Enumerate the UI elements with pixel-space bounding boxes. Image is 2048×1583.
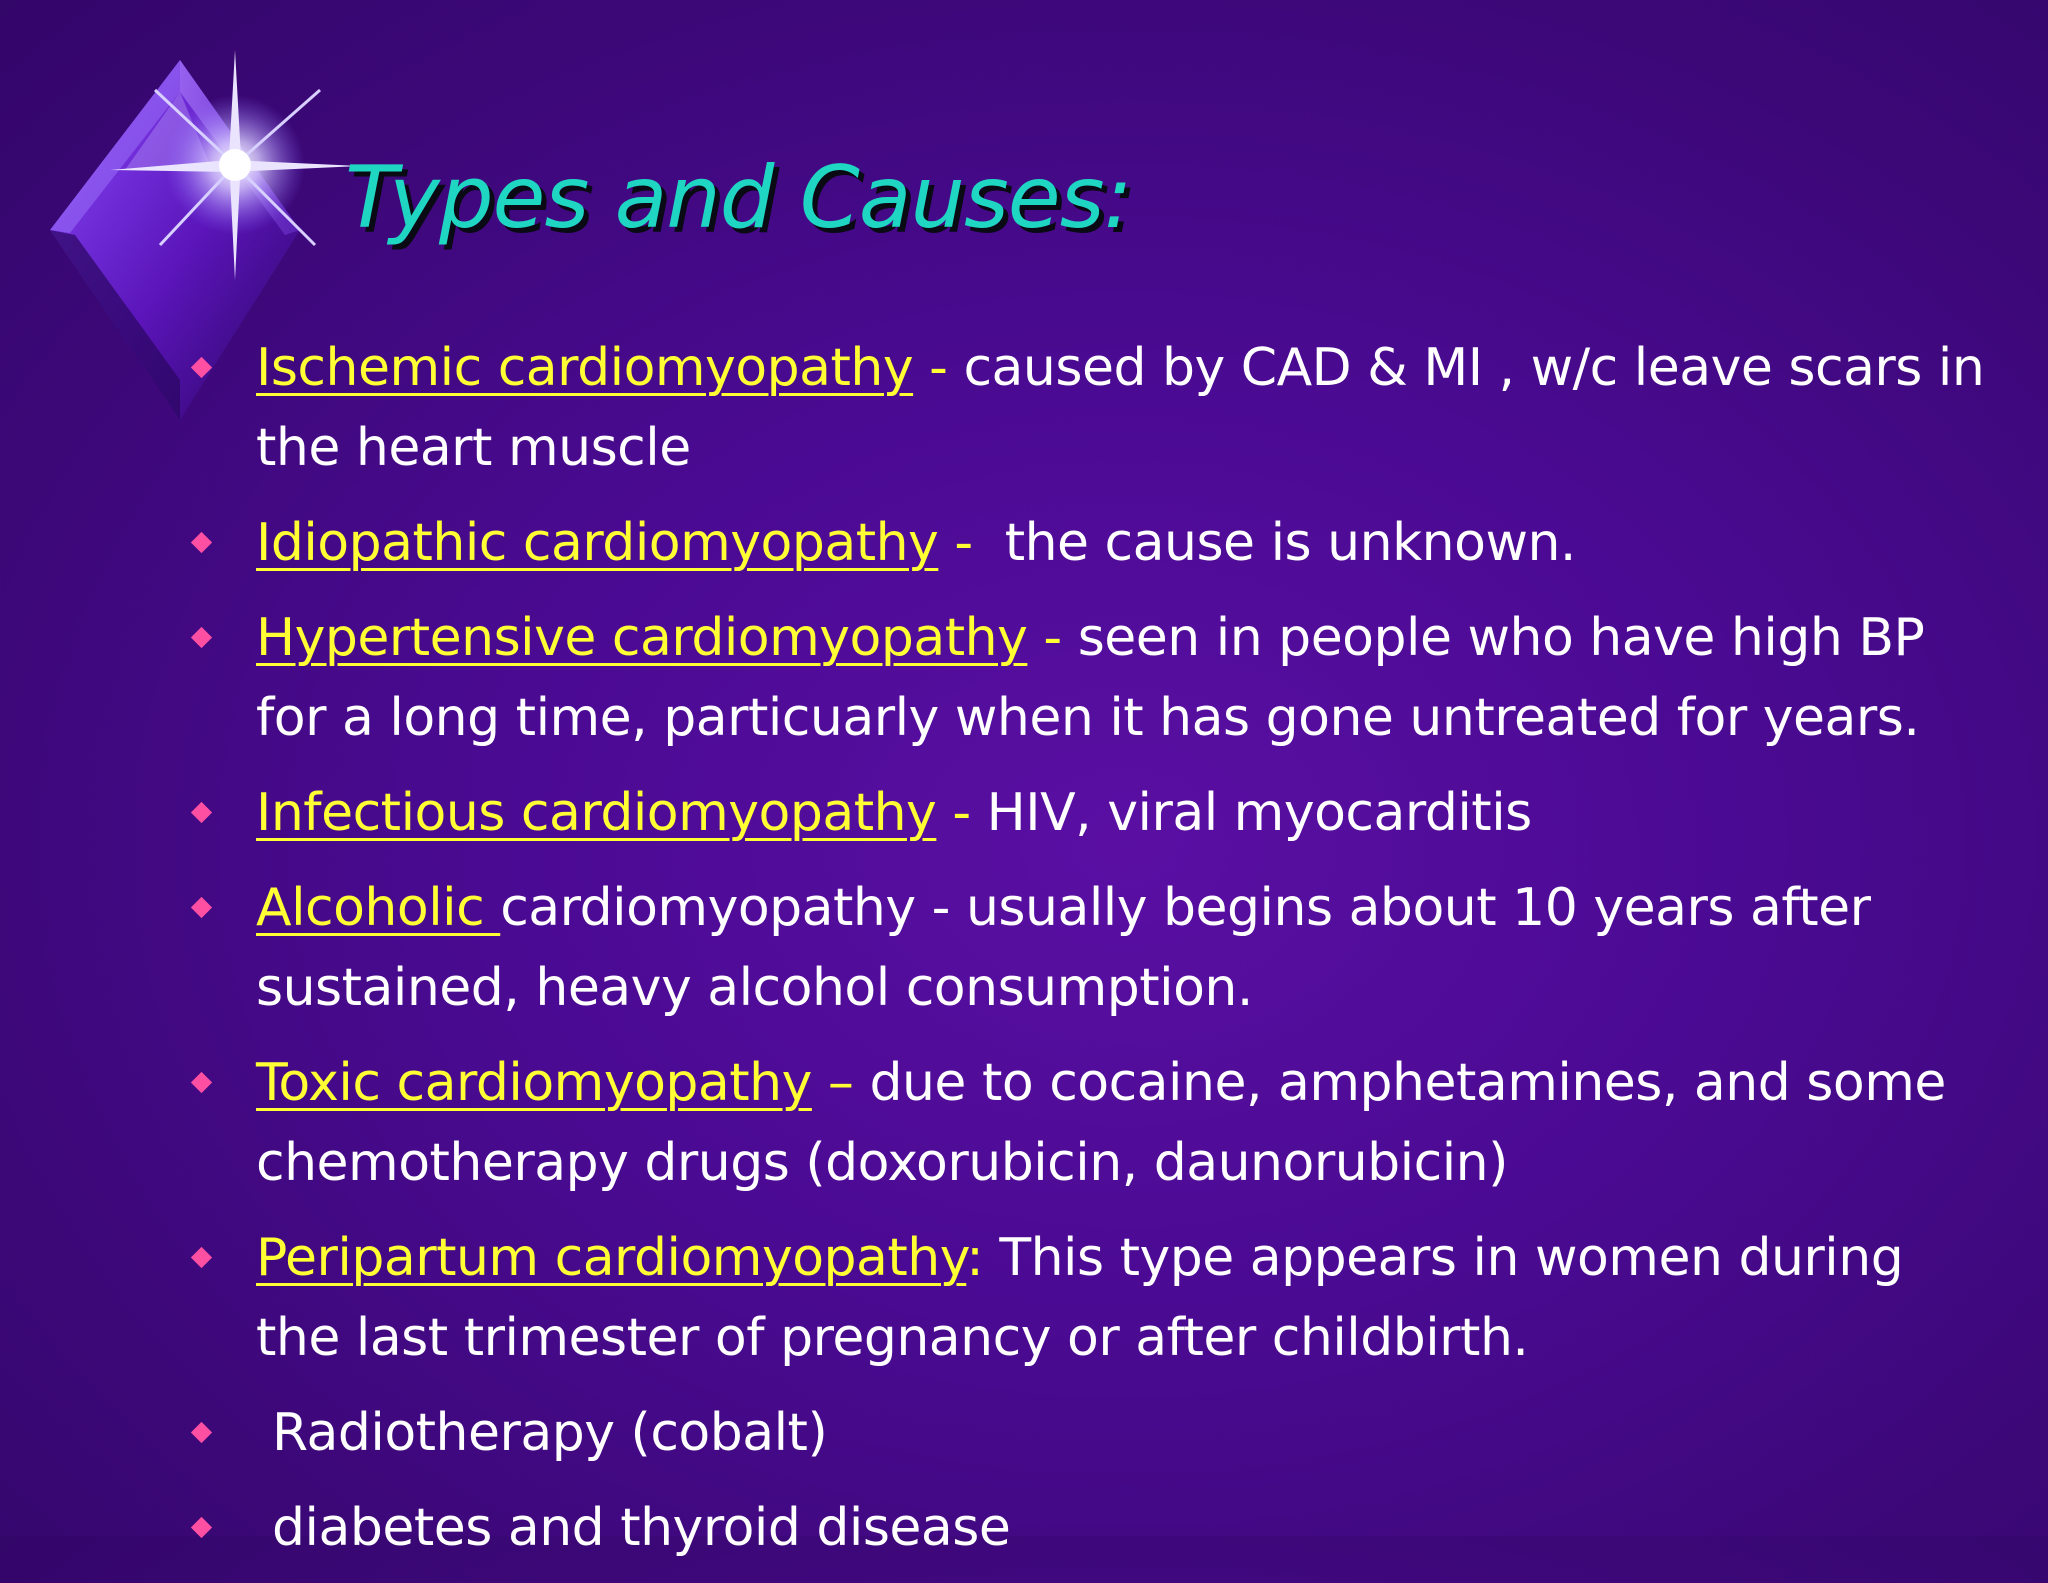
separator: - xyxy=(913,338,964,398)
description: This type appears in women during the last trimester of pregnancy or after childbirth. xyxy=(256,1228,1920,1368)
bullet-ischemic xyxy=(190,328,2001,488)
bullet-diamond-icon xyxy=(191,1517,212,1538)
bullet-diamond-icon xyxy=(191,1247,212,1268)
bullet-text: Radiotherapy (cobalt) xyxy=(256,1403,828,1463)
slide-title: Types and Causes: xyxy=(345,148,1132,248)
bullet-diamond-icon xyxy=(191,627,212,648)
term-toxic: Toxic cardiomyopathy xyxy=(256,1053,812,1113)
description: HIV, viral myocarditis xyxy=(986,783,1532,843)
description: the cause is unknown. xyxy=(1004,513,1576,573)
bullet-radiotherapy xyxy=(190,1393,1990,1473)
bullet-diamond-icon xyxy=(191,897,212,918)
term-infectious: Infectious cardiomyopathy xyxy=(256,783,937,843)
bullet-alcoholic xyxy=(190,868,1990,1028)
term-peripartum: Peripartum cardiomyopathy xyxy=(256,1228,967,1288)
bullet-diamond-icon xyxy=(191,357,212,378)
separator: : xyxy=(966,1228,1000,1288)
separator: - xyxy=(938,513,1005,573)
bullet-diamond-icon xyxy=(191,532,212,553)
description: cardiomyopathy - usually begins about 10 years after sustained, heavy alcohol consumption. xyxy=(256,878,1887,1018)
separator: - xyxy=(936,783,987,843)
bullet-idiopathic xyxy=(190,503,1990,583)
bullet-diamond-icon xyxy=(191,1422,212,1443)
bullet-infectious xyxy=(190,773,1990,853)
bullet-diamond-icon xyxy=(191,802,212,823)
bullet-peripartum xyxy=(190,1218,1990,1378)
term-hypertensive: Hypertensive cardiomyopathy xyxy=(256,608,1028,668)
description: due to cocaine, amphetamines, and some chemotherapy drugs (doxorubicin, daunorubicin) xyxy=(256,1053,1962,1193)
term-alcoholic: Alcoholic xyxy=(256,878,501,938)
description: seen in people who have high BP for a long time, particuarly when it has gone untreated for years. xyxy=(256,608,1941,748)
term-idiopathic: Idiopathic cardiomyopathy xyxy=(256,513,939,573)
bullet-diabetes-thyroid xyxy=(190,1488,1990,1568)
separator: – xyxy=(811,1053,870,1113)
bullet-hypertensive xyxy=(190,598,1990,758)
term-ischemic: Ischemic cardiomyopathy xyxy=(256,338,914,398)
bullet-list xyxy=(190,328,2001,1583)
bullet-diamond-icon xyxy=(191,1072,212,1093)
separator: - xyxy=(1027,608,1078,668)
bullet-text: diabetes and thyroid disease xyxy=(256,1498,1011,1558)
bullet-toxic xyxy=(190,1043,1990,1203)
description: caused by CAD & MI , w/c leave scars in the heart muscle xyxy=(256,338,2001,478)
